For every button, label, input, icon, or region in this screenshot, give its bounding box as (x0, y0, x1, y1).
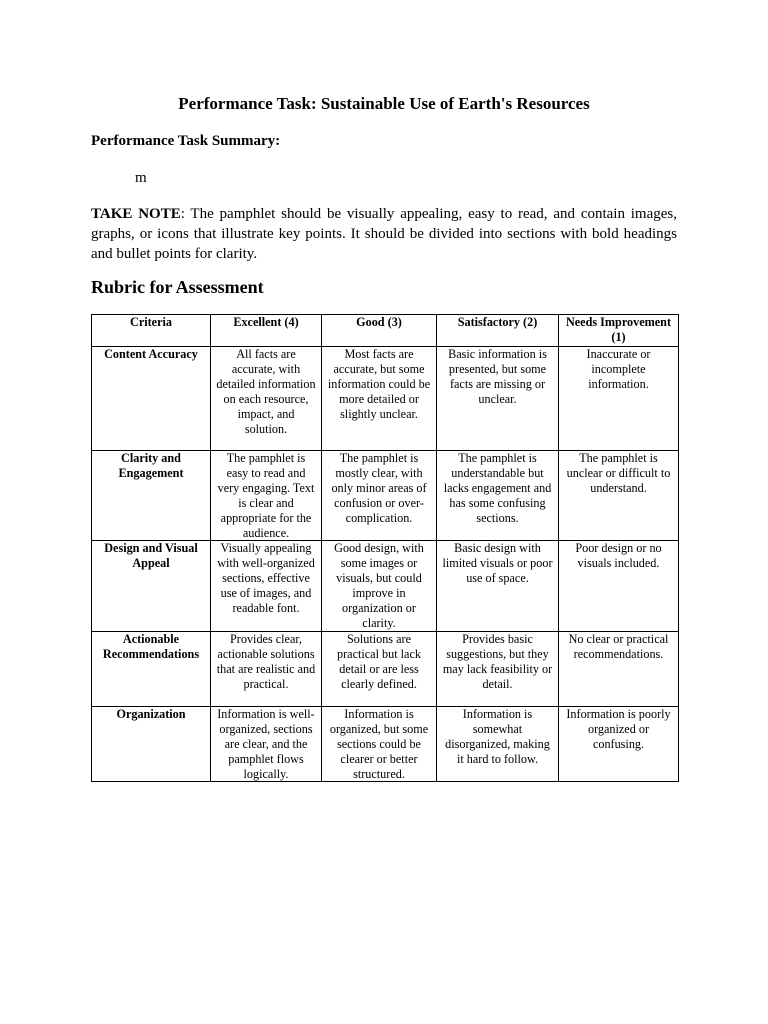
table-row (92, 541, 679, 631)
table-cell: Most facts are accurate, but some information could be more detailed or slightly unclear. (322, 347, 437, 451)
table-cell: The pamphlet is unclear or difficult to understand. (559, 451, 679, 541)
table-cell: Inaccurate or incomplete information. (559, 347, 679, 451)
table-cell: Information is organized, but some sections could be clearer or better structured. (322, 706, 437, 782)
page-title: Performance Task: Sustainable Use of Earth's Resources (178, 94, 590, 113)
header-excellent: Excellent (4) (211, 315, 322, 347)
table-row (92, 631, 679, 706)
criteria-cell: Clarity and Engagement (92, 451, 211, 541)
take-note-paragraph (91, 204, 677, 264)
table-cell: Information is poorly organized or confusing. (559, 706, 679, 782)
header-needs-improvement: Needs Improvement (1) (559, 315, 679, 347)
table-cell: Good design, with some images or visuals, but could improve in organization or clarity. (322, 541, 437, 631)
header-satisfactory: Satisfactory (2) (437, 315, 559, 347)
take-note-text: : The pamphlet should be visually appealing, easy to read, and contain images, graphs, or icons that illustrate key points. It should be divided into sections with bold headings and bullet points for clarity. (91, 206, 678, 262)
table-cell: No clear or practical recommendations. (559, 631, 679, 706)
table-cell: The pamphlet is easy to read and very engaging. Text is clear and appropriate for the audience. (211, 451, 322, 541)
table-cell: Provides clear, actionable solutions that are realistic and practical. (211, 631, 322, 706)
rubric-heading: Rubric for Assessment (91, 277, 264, 297)
criteria-cell: Actionable Recommendations (92, 631, 211, 706)
summary-body: m (135, 170, 147, 186)
criteria-cell: Content Accuracy (92, 347, 211, 451)
table-row (92, 706, 679, 782)
criteria-cell: Organization (92, 706, 211, 782)
take-note-label: TAKE NOTE (91, 206, 181, 222)
header-criteria: Criteria (92, 315, 211, 347)
table-cell: Basic information is presented, but some facts are missing or unclear. (437, 347, 559, 451)
table-cell: The pamphlet is understandable but lacks engagement and has some confusing sections. (437, 451, 559, 541)
table-cell: Provides basic suggestions, but they may lack feasibility or detail. (437, 631, 559, 706)
table-cell: The pamphlet is mostly clear, with only minor areas of confusion or over-complication. (322, 451, 437, 541)
table-cell: Visually appealing with well-organized sections, effective use of images, and readable font. (211, 541, 322, 631)
table-cell: Information is well-organized, sections are clear, and the pamphlet flows logically. (211, 706, 322, 782)
criteria-cell: Design and Visual Appeal (92, 541, 211, 631)
table-cell: Solutions are practical but lack detail or are less clearly defined. (322, 631, 437, 706)
table-row (92, 451, 679, 541)
rubric-header-row (92, 315, 679, 347)
table-cell: Poor design or no visuals included. (559, 541, 679, 631)
summary-heading: Performance Task Summary: (91, 133, 281, 149)
header-good: Good (3) (322, 315, 437, 347)
rubric-table (91, 314, 679, 782)
table-cell: Information is somewhat disorganized, making it hard to follow. (437, 706, 559, 782)
table-cell: Basic design with limited visuals or poor use of space. (437, 541, 559, 631)
table-cell: All facts are accurate, with detailed information on each resource, impact, and solution. (211, 347, 322, 451)
table-row (92, 347, 679, 451)
